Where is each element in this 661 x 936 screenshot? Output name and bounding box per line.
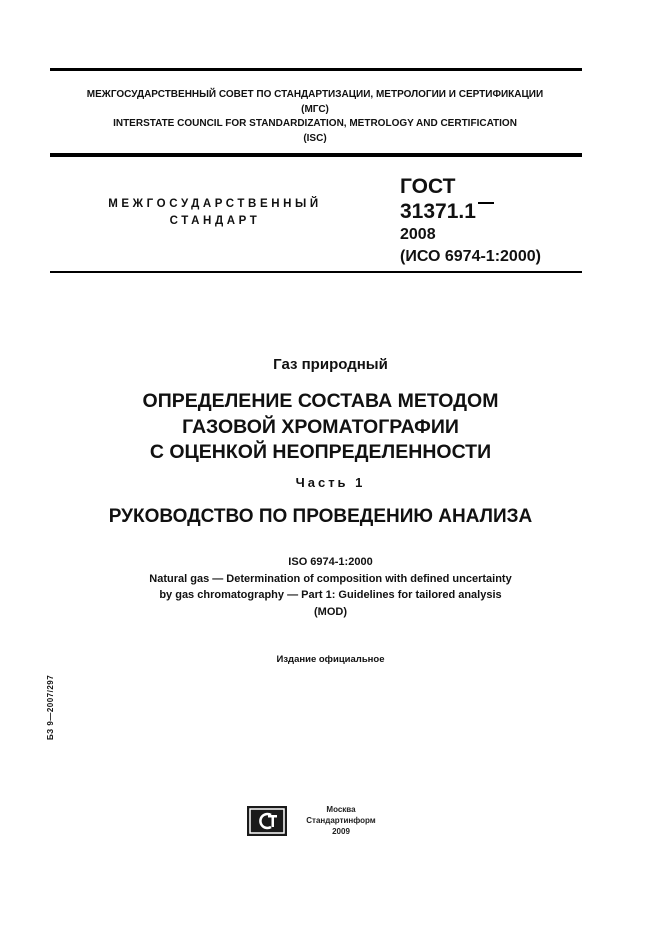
header-bottom-rule <box>50 271 582 273</box>
council-ru-name: МЕЖГОСУДАРСТВЕННЫЙ СОВЕТ ПО СТАНДАРТИЗАЦИИ, МЕТРОЛОГИИ И СЕРТИФИКАЦИИ <box>86 89 544 100</box>
gost-number-line <box>400 199 541 224</box>
publisher-logo-icon <box>247 806 287 836</box>
standard-kind-line2: СТАНДАРТ <box>169 215 261 227</box>
part-label: Часть 1 <box>295 475 366 490</box>
standard-kind <box>70 196 360 230</box>
gost-designation <box>400 174 541 268</box>
publisher-city: Москва <box>326 805 356 814</box>
main-title-line1: ОПРЕДЕЛЕНИЕ СОСТАВА МЕТОДОМ <box>142 390 499 412</box>
iso-code: ISO 6974-1:2000 <box>288 556 373 568</box>
council-separator-rule <box>50 153 582 157</box>
edition-label: Издание официальное <box>276 654 385 665</box>
publisher-info <box>296 804 386 837</box>
publisher-year: 2009 <box>332 827 350 836</box>
iso-title-line1: Natural gas — Determination of composition with defined uncertainty <box>149 572 512 585</box>
gost-iso-ref: (ИСО 6974-1:2000) <box>400 248 541 265</box>
subject-title: Газ природный <box>273 356 388 373</box>
gost-year: 2008 <box>400 226 436 243</box>
main-title <box>20 389 621 466</box>
main-title-line2: ГАЗОВОЙ ХРОМАТОГРАФИИ <box>182 415 459 438</box>
gost-label: ГОСТ <box>400 175 456 198</box>
top-rule <box>50 68 582 71</box>
side-code: БЗ 9—2007/297 <box>46 674 55 740</box>
main-title-line3: С ОЦЕНКОЙ НЕОПРЕДЕЛЕННОСТИ <box>149 441 492 463</box>
iso-reference <box>0 554 661 620</box>
gost-number: 31371.1 <box>400 200 476 223</box>
council-en-name: INTERSTATE COUNCIL FOR STANDARDIZATION, METROLOGY AND CERTIFICATION <box>113 118 517 130</box>
part-title: РУКОВОДСТВО ПО ПРОВЕДЕНИЮ АНАЛИЗА <box>108 506 533 527</box>
standard-kind-line1: МЕЖГОСУДАРСТВЕННЫЙ <box>108 198 322 210</box>
iso-title-line2: by gas chromatography — Part 1: Guidelines for tailored analysis <box>159 589 502 601</box>
publisher-name: Стандартинформ <box>306 816 376 825</box>
council-block <box>50 88 580 146</box>
iso-mod: (MOD) <box>314 605 347 618</box>
gost-dash <box>478 202 494 204</box>
council-en-abbr: (ISC) <box>303 132 327 144</box>
council-ru-abbr: (МГС) <box>301 103 329 115</box>
